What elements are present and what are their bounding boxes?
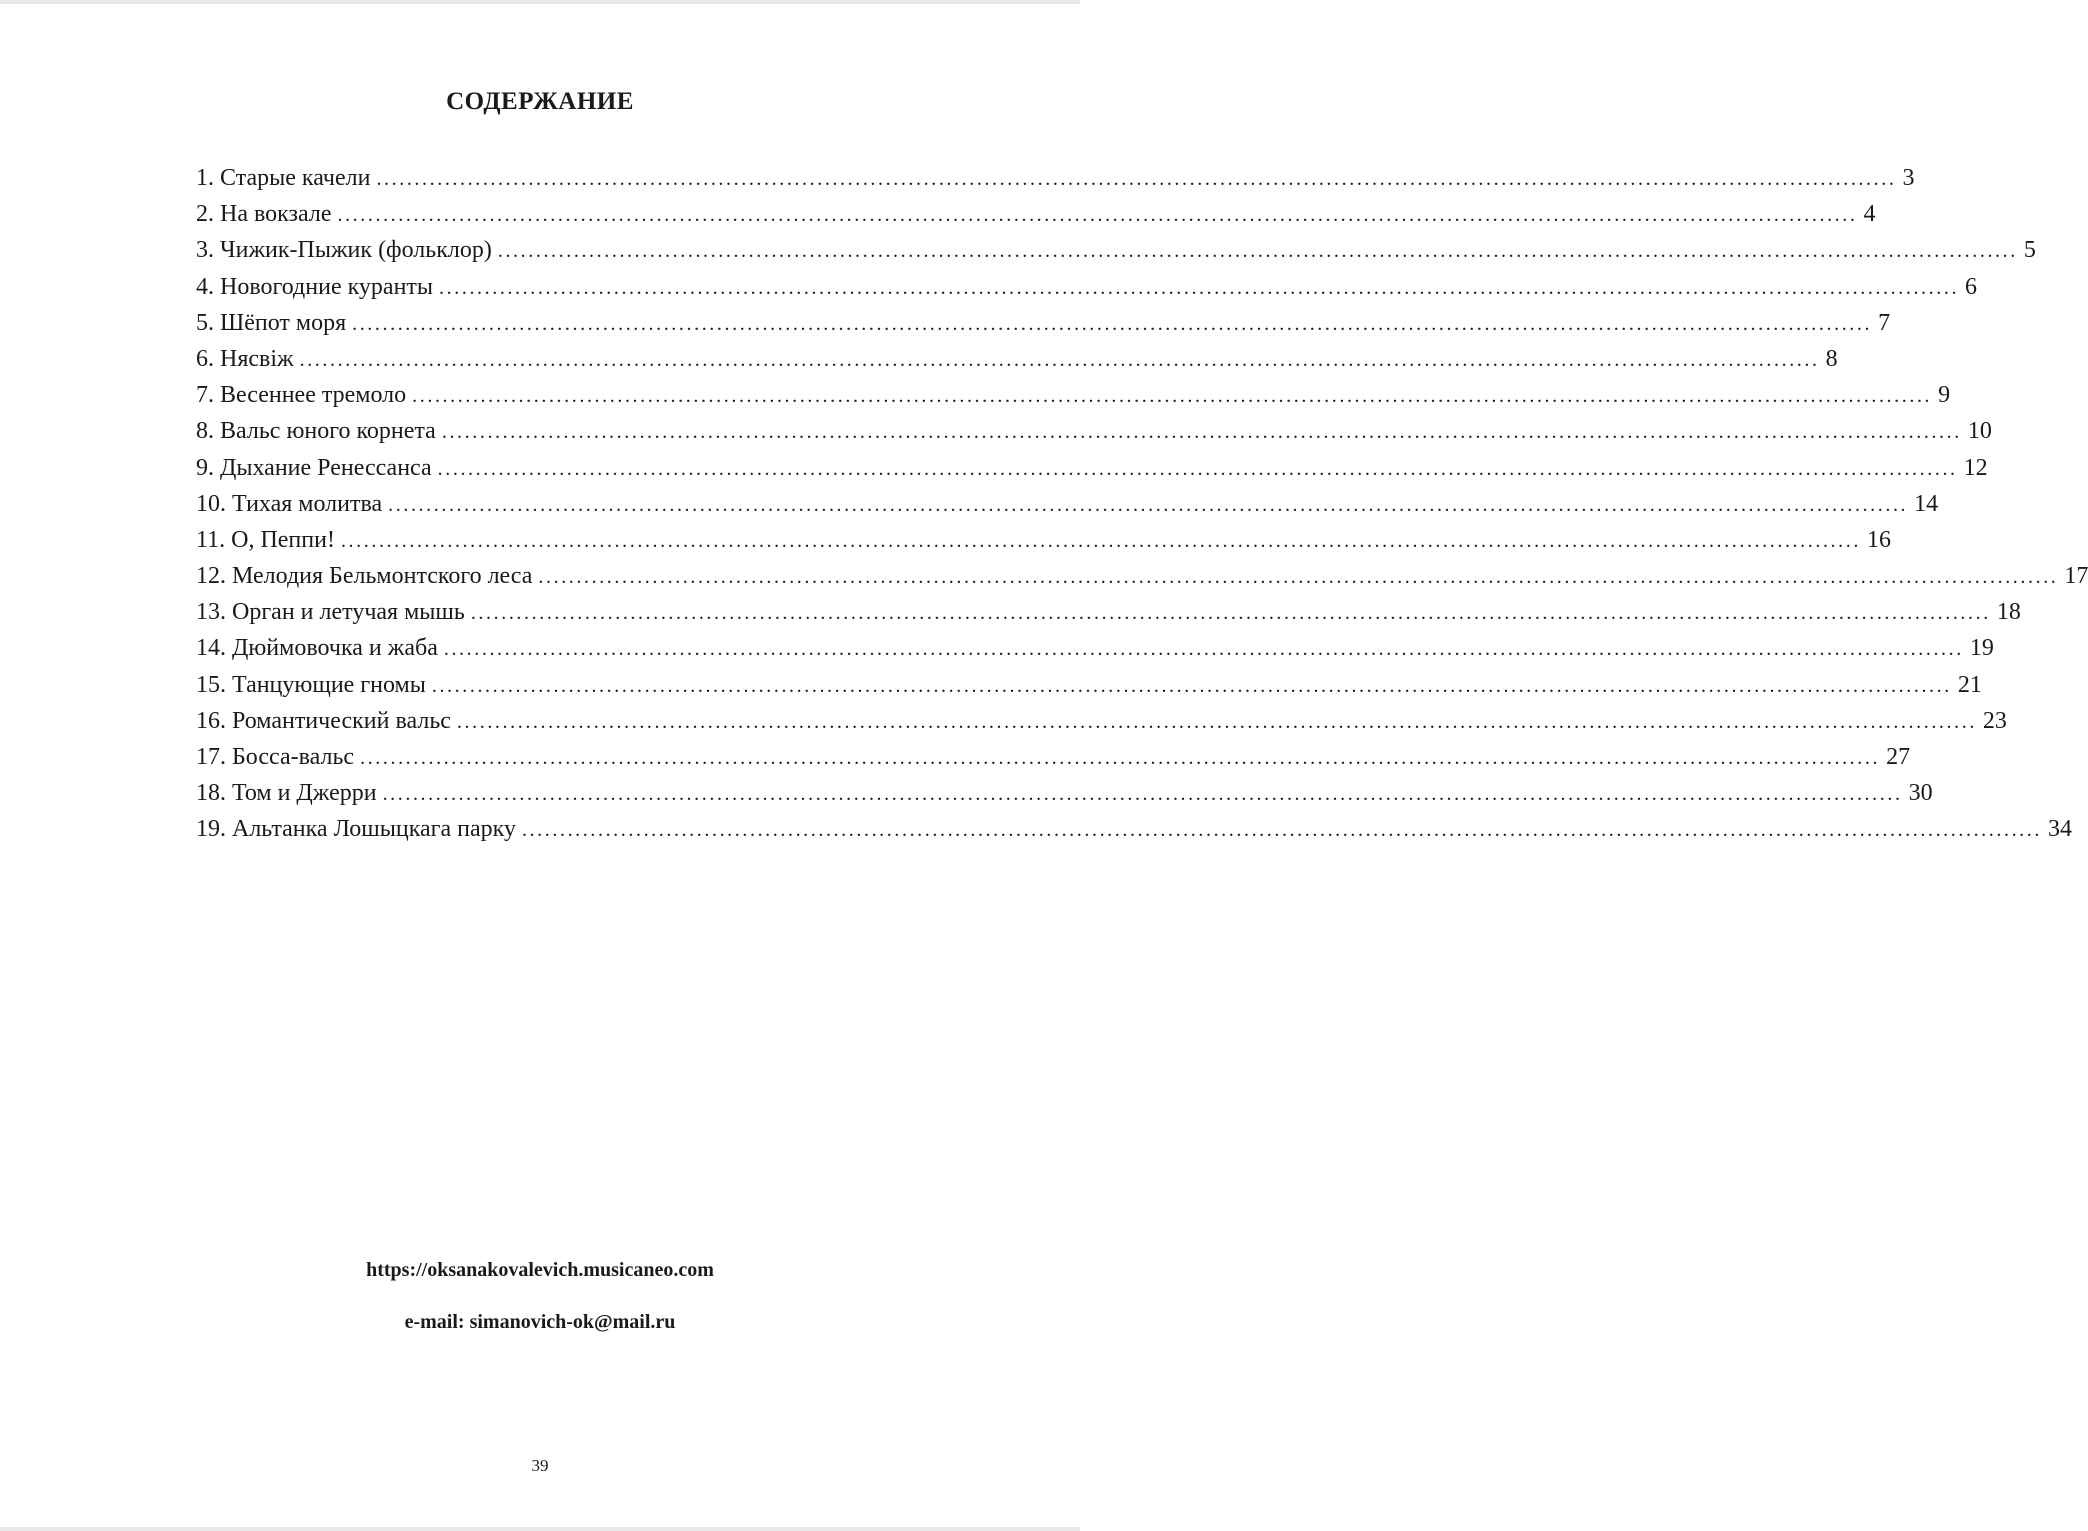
- toc-title: СОДЕРЖАНИЕ: [446, 88, 634, 115]
- toc-dot-leader: ........................................................................................................................................................................................................: [337, 204, 1858, 227]
- toc-dot-leader: ........................................................................................................................................................................................................: [340, 529, 1861, 552]
- page-number: 39: [531, 1456, 549, 1475]
- toc-entry[interactable]: [196, 811, 2072, 847]
- toc-dot-leader: ........................................................................................................................................................................................................: [431, 674, 1952, 697]
- toc-dot-leader: ........................................................................................................................................................................................................: [439, 276, 1960, 299]
- toc-entry[interactable]: [196, 739, 1911, 775]
- toc-entry-page: 30: [1908, 780, 1933, 807]
- toc-entry-page: 19: [1969, 635, 1994, 662]
- toc-entry[interactable]: [196, 558, 2088, 594]
- toc-entry[interactable]: [196, 305, 1891, 341]
- toc-entry-page: 5: [2023, 237, 2036, 264]
- toc-entry[interactable]: [196, 377, 1951, 413]
- toc-entry-page: 12: [1963, 454, 1988, 481]
- toc-entry-title: 19. Альтанка Лошыцкага парку: [196, 816, 516, 843]
- toc-dot-leader: ........................................................................................................................................................................................................: [437, 457, 1958, 480]
- toc-entry-title: 7. Весеннее тремоло: [196, 382, 407, 409]
- toc-entry-title: 15. Танцующие гномы: [196, 671, 426, 698]
- website-link[interactable]: https://oksanakovalevich.musicaneo.com: [366, 1259, 714, 1281]
- toc-entry-title: 9. Дыхание Ренессанса: [196, 454, 432, 481]
- toc-entry[interactable]: [196, 630, 1994, 666]
- toc-entry-title: 18. Том и Джерри: [196, 780, 377, 807]
- toc-dot-leader: ........................................................................................................................................................................................................: [382, 783, 1903, 806]
- toc-dot-leader: ........................................................................................................................................................................................................: [388, 493, 1909, 516]
- email-contact[interactable]: e-mail: simanovich-ok@mail.ru: [404, 1311, 676, 1333]
- toc-entry-title: 1. Старые качели: [196, 165, 371, 191]
- toc-entry-title: 5. Шёпот моря: [196, 309, 347, 336]
- toc-entry[interactable]: [196, 196, 1876, 232]
- toc-entry[interactable]: [196, 160, 1915, 196]
- toc-entry[interactable]: [196, 775, 1933, 811]
- toc-entry[interactable]: [196, 341, 1838, 377]
- toc-entry-title: 8. Вальс юного корнета: [196, 418, 436, 445]
- toc-entry[interactable]: [196, 522, 1891, 558]
- toc-entry-page: 10: [1967, 418, 1992, 445]
- toc-dot-leader: ........................................................................................................................................................................................................: [470, 602, 1991, 625]
- toc-entry-page: 16: [1866, 526, 1891, 553]
- toc-entry[interactable]: [196, 703, 2007, 739]
- page-top-edge: [0, 0, 1080, 4]
- toc-entry[interactable]: [196, 413, 1992, 449]
- toc-entry-page: 4: [1863, 201, 1876, 228]
- toc-entry-title: 10. Тихая молитва: [196, 490, 383, 517]
- toc-entry-page: 8: [1825, 345, 1838, 372]
- toc-entry-title: 16. Романтический вальс: [196, 707, 451, 734]
- toc-entry-page: 27: [1886, 744, 1911, 770]
- toc-entry-title: 2. На вокзале: [196, 201, 332, 228]
- toc-entry-page: 7: [1878, 309, 1891, 336]
- toc-dot-leader: ........................................................................................................................................................................................................: [352, 312, 1873, 335]
- toc-entry[interactable]: [196, 486, 1939, 522]
- toc-entry-page: 17: [2064, 563, 2088, 590]
- toc-entry[interactable]: [196, 667, 1982, 703]
- toc-dot-leader: ........................................................................................................................................................................................................: [376, 168, 1897, 190]
- toc-entry-title: 6. Нясвіж: [196, 345, 294, 372]
- toc-entry-title: 13. Орган и летучая мышь: [196, 599, 465, 626]
- toc-entry[interactable]: [196, 269, 1978, 305]
- toc-entry[interactable]: [196, 232, 2036, 268]
- toc-entry-title: 17. Босса-вальс: [196, 744, 355, 770]
- toc-entry-page: 3: [1902, 165, 1915, 191]
- toc-entry[interactable]: [196, 450, 1988, 486]
- toc-dot-leader: ........................................................................................................................................................................................................: [497, 240, 2018, 263]
- toc-dot-leader: ........................................................................................................................................................................................................: [456, 710, 1977, 733]
- toc-entry-page: 34: [2047, 816, 2072, 843]
- page-bottom-edge: [0, 1527, 1080, 1531]
- toc-entry-title: 14. Дюймовочка и жаба: [196, 635, 438, 662]
- toc-entry-page: 18: [1996, 599, 2021, 626]
- toc-entry-title: 4. Новогодние куранты: [196, 273, 434, 300]
- toc-entry-title: 3. Чижик-Пыжик (фольклор): [196, 237, 492, 264]
- toc-entry-page: 14: [1914, 490, 1939, 517]
- toc-dot-leader: ........................................................................................................................................................................................................: [521, 819, 2042, 842]
- toc-entry[interactable]: [196, 594, 2021, 630]
- toc-dot-leader: ........................................................................................................................................................................................................: [443, 638, 1964, 661]
- toc-entry-page: 9: [1938, 382, 1951, 409]
- toc-dot-leader: ........................................................................................................................................................................................................: [538, 566, 2059, 589]
- toc-entry-title: 11. О, Пеппи!: [196, 526, 335, 553]
- table-of-contents: [196, 160, 2088, 848]
- toc-dot-leader: ........................................................................................................................................................................................................: [360, 747, 1881, 769]
- toc-dot-leader: ........................................................................................................................................................................................................: [441, 421, 1962, 444]
- toc-dot-leader: ........................................................................................................................................................................................................: [299, 348, 1820, 371]
- toc-entry-title: 12. Мелодия Бельмонтского леса: [196, 563, 533, 590]
- toc-entry-page: 21: [1957, 671, 1982, 698]
- toc-entry-page: 23: [1982, 707, 2007, 734]
- toc-dot-leader: ........................................................................................................................................................................................................: [412, 385, 1933, 408]
- toc-entry-page: 6: [1965, 273, 1978, 300]
